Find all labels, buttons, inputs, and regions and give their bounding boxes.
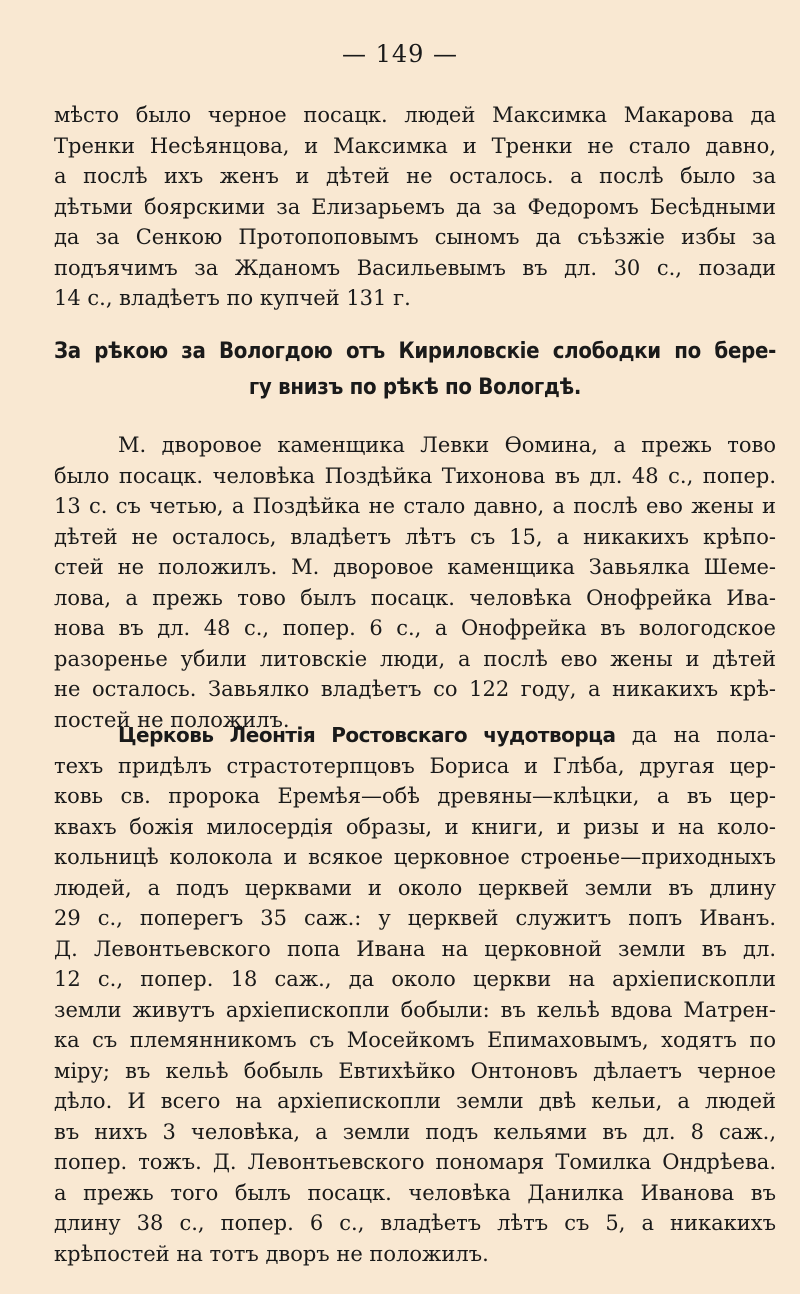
text-line: 12 с., попер. 18 саж., да около церкви на архіепископли — [54, 967, 776, 991]
text-line: техъ придѣлъ страстотерпцовъ Бориса и Глѣба, другая цер- — [54, 753, 776, 778]
heading-line: гу внизъ по рѣкѣ по Вологдѣ. — [248, 375, 582, 400]
text-line: нова въ дл. 48 с., попер. 6 с., а Онофрейка въ вологодское — [54, 616, 776, 640]
text-line: длину 38 с., попер. 6 с., владѣетъ лѣтъ съ 5, а никакихъ — [54, 1211, 776, 1235]
text-line: мѣсто было черное посацк. людей Максимка Макарова да — [54, 103, 776, 127]
text-line: людей, а подъ церквами и около церквей земли въ длину — [54, 875, 776, 900]
text-line: въ нихъ 3 человѣка, а земли подъ кельями въ дл. 8 саж., — [54, 1119, 776, 1144]
text-line: постей не положилъ. — [54, 707, 290, 732]
church-name: Церковь Леонтія Ростовскаго чудотворца — [118, 723, 616, 747]
text-line: міру; въ кельѣ бобыль Евтихѣйко Онтоновъ дѣлаетъ черное — [54, 1058, 776, 1083]
text-line: Тренки Несѣянцова, и Максимка и Тренки не стало давно, — [54, 133, 776, 158]
text-line: лова, а прежь тово былъ посацк. человѣка Онофрейка Ива- — [54, 585, 776, 610]
text-line: 13 с. съ четью, а Поздѣйка не стало давно, а послѣ ево жены и — [54, 494, 776, 518]
paragraph-courtyards — [54, 430, 776, 735]
paragraph-continuation — [54, 100, 776, 314]
text-line: подъячимъ за Жданомъ Васильевымъ въ дл. 30 с., позади — [54, 255, 776, 280]
paragraph-church — [54, 720, 776, 1269]
text-line: не осталось. Завьялко владѣетъ со 122 году, а никакихъ крѣ- — [54, 677, 776, 701]
text-line: 14 с., владѣетъ по купчей 131 г. — [54, 286, 411, 310]
text-line: дѣтьми боярскими за Елизарьемъ да за Федоромъ Бесѣдными — [54, 194, 776, 219]
text-line: попер. тожъ. Д. Левонтьевского пономаря Томилка Ондрѣева. — [54, 1150, 776, 1174]
text-line: а послѣ ихъ женъ и дѣтей не осталось. а послѣ было за — [54, 164, 776, 188]
text-line: а прежь того былъ посацк. человѣка Данилка Иванова въ — [54, 1180, 776, 1205]
text-line: ка съ племянникомъ съ Мосейкомъ Епимаховымъ, ходятъ по — [54, 1028, 776, 1052]
section-heading — [54, 334, 776, 406]
page-number: — 149 — — [341, 40, 459, 68]
text-line: кольницѣ колокола и всякое церковное строенье—приходныхъ — [54, 845, 776, 869]
text-line: дѣтей не осталось, владѣетъ лѣтъ съ 15, а никакихъ крѣпо- — [54, 524, 776, 549]
text-line — [54, 720, 776, 751]
text-line: квахъ божія милосердія образы, и книги, и ризы и на коло- — [54, 814, 776, 839]
text-line: было посацк. человѣка Поздѣйка Тихонова въ дл. 48 с., попер. — [54, 463, 776, 488]
text-line: разоренье убили литовскіе люди, а послѣ ево жены и дѣтей — [54, 646, 776, 671]
text-line: земли живутъ архіепископли бобыли: въ кельѣ вдова Матрен- — [54, 997, 776, 1022]
text-line: 29 с., поперегъ 35 саж.: у церквей служитъ попъ Иванъ. — [54, 906, 776, 930]
text-line: стей не положилъ. М. дворовое каменщика Завьялка Шеме- — [54, 555, 776, 579]
text-fragment: да на пола- — [615, 723, 777, 747]
text-line: крѣпостей на тотъ дворъ не положилъ. — [54, 1241, 489, 1266]
text-line: Д. Левонтьевского попа Ивана на церковной земли въ дл. — [54, 936, 776, 961]
text-line: да за Сенкою Протопоповымъ сыномъ да съѣзжіе избы за — [54, 225, 776, 249]
heading-line: За рѣкою за Вологдою отъ Кириловскіе слободки по бере- — [54, 339, 776, 364]
text-line: М. дворовое каменщика Левки Ѳомина, а прежь тово — [118, 433, 776, 457]
text-line: дѣло. И всего на архіепископли земли двѣ кельи, а людей — [54, 1089, 776, 1113]
text-line: ковь св. пророка Еремѣя—обѣ древяны—клѣцки, а въ цер- — [54, 784, 776, 808]
